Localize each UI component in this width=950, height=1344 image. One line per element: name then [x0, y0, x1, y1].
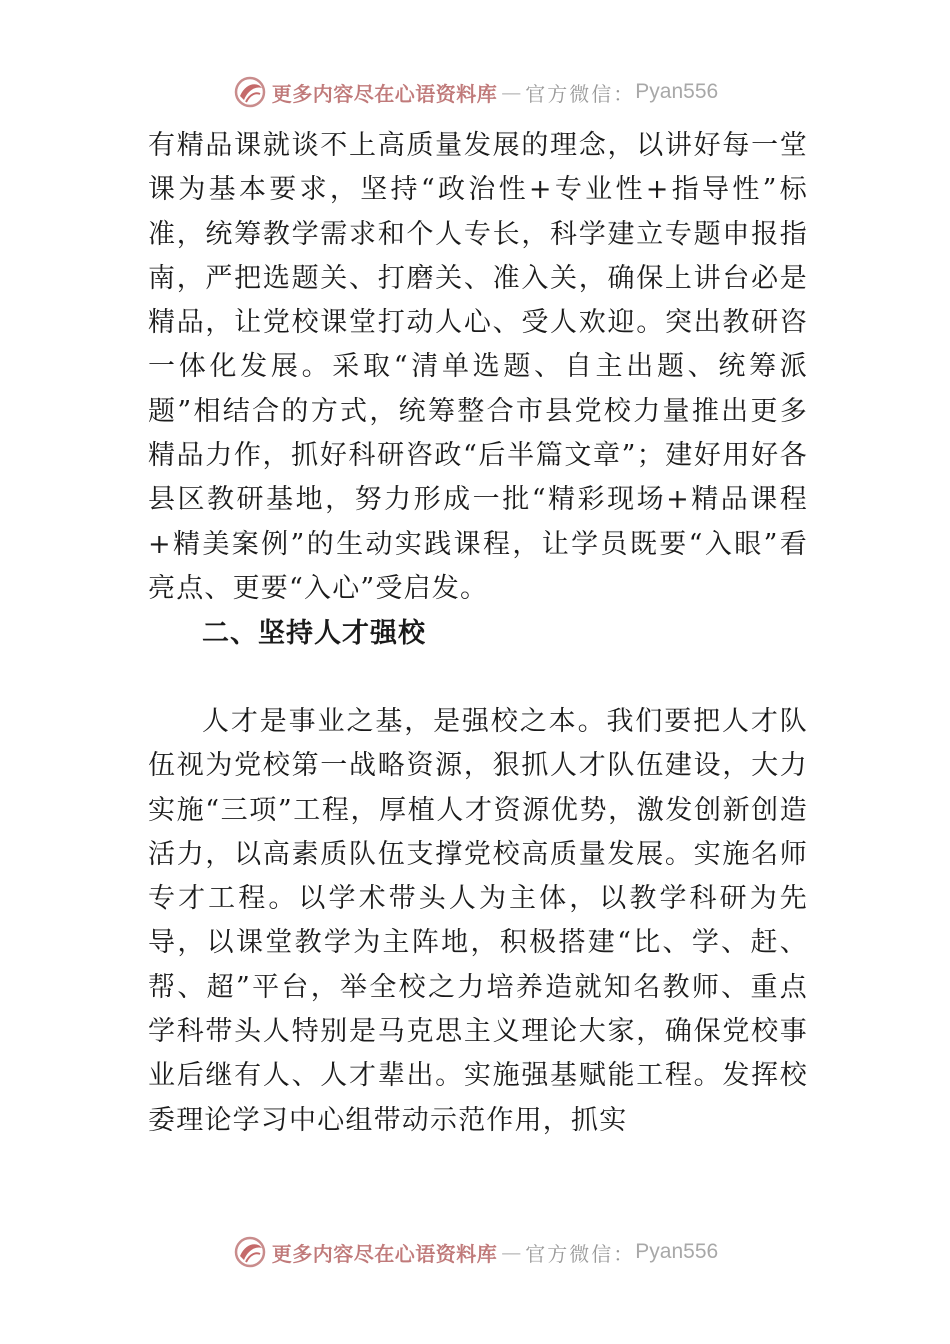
- brand-logo-icon: [232, 74, 268, 110]
- body-paragraph-1: 有精品课就谈不上高质量发展的理念，以讲好每一堂课为基本要求，坚持“政治性+专业性+指导性”标准，统筹教学需求和个人专长，科学建立专题申报指南，严把选题关、打磨关、准入关，确保上讲台必是精品，让党校课堂打动人心、受人欢迎。突出教研咨一体化发展。采取“清单选题、自主出题、统筹派题”相结合的方式，统筹整合市县党校力量推出更多精品力作，抓好科研咨政“后半篇文章”；建好用好各县区教研基地，努力形成一批“精彩现场+精品课程+精美案例”的生动实践课程，让学员既要“入眼”看亮点、更要“入心”受启发。: [148, 130, 808, 604]
- body-paragraph-2: 人才是事业之基，是强校之本。我们要把人才队伍视为党校第一战略资源，狠抓人才队伍建设，大力实施“三项”工程，厚植人才资源优势，激发创新创造活力，以高素质队伍支撑党校高质量发展。实施名师专才工程。以学术带头人为主体，以教学科研为先导，以课堂教学为主阵地，积极搭建“比、学、赶、帮、超”平台，举全校之力培养造就知名教师、重点学科带头人特别是马克思主义理论大家，确保党校事业后继有人、人才辈出。实施强基赋能工程。发挥校委理论学习中心组带动示范作用，抓实: [148, 706, 808, 1136]
- watermark-separator: —: [501, 1240, 522, 1264]
- section-heading: 二、坚持人才强校: [202, 618, 426, 649]
- watermark-separator: —: [501, 80, 522, 104]
- watermark-text: 更多内容尽在心语资料库: [271, 1241, 498, 1266]
- watermark-label: 官方微信：: [525, 81, 636, 106]
- header-watermark: [0, 72, 950, 112]
- watermark-text: 更多内容尽在心语资料库: [271, 81, 498, 106]
- brand-logo-icon: [232, 1234, 268, 1270]
- footer-watermark: [0, 1232, 950, 1272]
- watermark-id: Pyan556: [635, 80, 719, 103]
- watermark-id: Pyan556: [635, 1240, 719, 1263]
- watermark-label: 官方微信：: [525, 1241, 636, 1266]
